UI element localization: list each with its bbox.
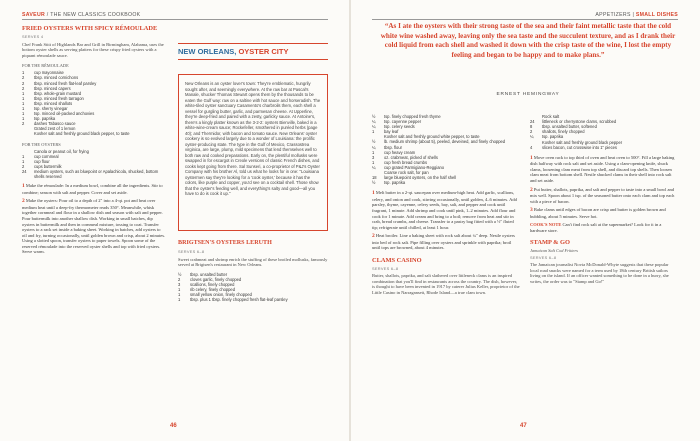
ingredient: 1 bay leaf	[372, 129, 399, 135]
ingredient: 4 slices bacon, cut crosswise into 1" pieces	[530, 144, 617, 150]
ingredient: 18 large bluepoint oysters, on the half shell	[372, 175, 457, 181]
ingredient: Grated zest of 1 lemon	[34, 126, 76, 132]
recipe-title: STAMP & GO	[530, 239, 570, 247]
ingredient: ¼ tsp. paprika	[530, 134, 564, 140]
ingredient: 1 tbsp. minced fresh tarragon	[22, 95, 84, 101]
recipe-step: 1 Move oven rack to top third of oven and heat oven to 500°. Fill a large baking dish halfway with rock salt and set aside. Using a clam-opening knife, shuck clams, loosening clam meat from top shell, and discard top shells. Then loosen clam meat from bottom shell. Nestle shucked clams in their shell into rock salt and set aside.	[530, 154, 675, 183]
ingredient: 1 tbsp. whole-grain mustard	[22, 90, 82, 96]
recipe-step: 1 Make the rémoulade: In a medium bowl, combine all the ingredients. Stir to combine; season with salt and pepper. Cover and set aside.	[22, 183, 163, 195]
recipe-title: FRIED OYSTERS WITH SPICY RÉMOULADE	[22, 25, 158, 32]
ingredients	[372, 139, 520, 170]
ingredient: Kosher salt and freshly ground white pepper, to taste	[384, 134, 480, 140]
ingredient: 1 tsp. minced oil-packed anchovies	[22, 111, 95, 117]
recipe-steps	[372, 190, 520, 250]
ingredient: Coarse rock salt, for pan	[384, 170, 429, 176]
ingredient: 2 cups buttermilk	[22, 164, 62, 170]
ingredient: 2 tbsp. minced capers	[22, 85, 71, 91]
cooks-note: COOK'S NOTE Can't find rock salt at the supermarket? Look for it in a hardware store.	[530, 222, 662, 233]
ingredient-subheading: FOR THE OYSTERS	[22, 141, 61, 147]
ingredient: 2 tbsp. minced fresh flat-leaf parsley	[22, 80, 97, 86]
hemingway-quote: “As I ate the oysters with their strong taste of the sea and their faint metallic taste that the cold white wine washed away, leaving only the sea taste and the succulent texture, and as I drank their cold liquid from each shell and washed it down with the crisp taste of the wine, I lost the empty feeling and began to be happy and to make plans.”	[380, 22, 676, 59]
left-running-header: SAVEUR / THE NEW CLASSICS COOKBOOK	[22, 12, 141, 18]
ingredient: 1 small yellow onion, finely chopped	[178, 291, 252, 297]
page-number-left: 46	[170, 423, 177, 429]
recipe-subtitle: Jamaican Salt Cod Fritters	[530, 247, 578, 253]
ingredient: 2 shallots, finely chopped	[530, 129, 585, 135]
ingredient: ¼ tsp. cayenne pepper	[372, 119, 422, 125]
ingredient: ½ tbsp. unsalted butter	[178, 271, 228, 277]
sidebar-body: New Orleans is an oyster lover's town: They're emblematic, hungrily sought after, and seemingly everywhere. At the raw bar at Pascal's Manale, shucker Thomas Stewart opens them by the thousands to be eaten the Gulf way: raw on a saltine with hot sauce and horseradish. The white-tiled oyster sanctuary Casamento's charbroils them, each shell a vessel for gurgling butter, garlic, and parmesan cheese. At Upperline, they're deep-fried and paired with a zesty, garlicky sauce. At Antoine's, there's a kingly platter known as the 3-2-2: oysters Bienville, baked in a white-wine-cream sauce; Rockefeller, smothered in puréed herbs (page 40); and Thermidor, with bacon and tomato sauce. New Orleans' oyster cookery is so evolved largely due to a wonder of Louisiana: the prolific oyster-producing state. The type in the Gulf of Mexico, Crassostrea virginica, are large, plump, mild specimens that lend themselves well to both raw and cooked preparations. Early on, the plentiful mollusks were swapped in for escargot in Creole versions of classic French dishes, and cooks kept going from there. Sal Sunseri, a co-proprietor of P&J's Oyster Company with his brother Al, told us what he looks for in one: "Louisiana oystermen say they're looking for a 'cook oyster,' because it has the colors, like purple and copper, you'd see on a cocktail shell. Those show that the oyster's feeding well, and everything's salty and good—all you have to do is cook it up."	[185, 81, 321, 196]
remoulade-ingredients	[22, 70, 166, 126]
ingredient: 1 rib celery, finely chopped	[178, 286, 235, 292]
page-number-right: 47	[520, 423, 527, 429]
quote-attribution: ERNEST HEMINGWAY	[496, 92, 560, 97]
sidebar-title: NEW ORLEANS, OYSTER CITY	[178, 43, 328, 60]
recipe-title: BRIGTSEN'S OYSTERS LERUTH	[178, 240, 272, 246]
serves: SERVES 6–8	[530, 254, 557, 260]
brigtsen-recipe	[178, 240, 328, 302]
serves: SERVES 6–8	[178, 249, 205, 255]
recipe-title: CLAMS CASINO	[372, 256, 422, 264]
recipe-intro: Sweet crabmeat and shrimp enrich the stuffing of these broiled mollusks, famously served at Brigtsen's restaurant in New Orleans.	[178, 256, 328, 268]
brigtsen-ingredients	[178, 272, 328, 303]
ingredient: Canola or peanut oil, for frying	[34, 148, 89, 154]
recipe-step: 2 Put butter, shallots, paprika, and salt and pepper to taste into a small bowl and mix well. Spoon about 1 tsp. of the seasoned butter onto each clam and top each with a piece of bacon.	[530, 186, 675, 204]
recipe-intro: Butter, shallots, paprika, and salt slathered over littleneck clams is an inspired combination that you'll find in restaurants across the country. The dish, however, is thought to have been invented in 1917 by caterer Julius Keller, proprietor of the Little Casino in Narragansett, Rhode Island—a true clam town.	[372, 273, 520, 295]
ingredient: ¼ tbsp. flour	[372, 144, 402, 150]
ingredient: ½ lb. medium shrimp (about 5), peeled, deveined, and finely chopped	[372, 139, 506, 145]
right-header-rule	[372, 19, 678, 20]
ingredient: 1 tsp. paprika	[22, 116, 56, 122]
ingredient: 1 tbsp. minced shallots	[22, 100, 73, 106]
ingredient: 1 tbsp. plus 1 tbsp. finely chopped fresh flat-leaf parsley	[178, 297, 288, 303]
fried-oysters-recipe	[22, 25, 166, 258]
serves: SERVES 4	[22, 34, 44, 40]
ingredient: ½ tsp. paprika	[372, 180, 406, 186]
ingredient: 1 cup flour	[22, 158, 50, 164]
ingredient: 1 cup mayonnaise	[22, 70, 64, 76]
left-header-rule	[22, 19, 328, 20]
ingredient-subheading: FOR THE RÉMOULADE	[22, 63, 69, 69]
ingredients	[372, 175, 520, 185]
ingredient: 3 scallions, finely chopped	[178, 281, 235, 287]
ingredient: 2 tbsp. minced cornichons	[22, 75, 79, 81]
recipe-intro: The Jamaican journalist Novia McDonald-Whyte suggests that these popular local road snacks were named for a term used by 18th century British sailors living on the island. If an officer wanted something to be done in a hurry, she writes, the order was to "Stamp and Go!"	[530, 262, 669, 284]
clams-casino-continued	[530, 114, 678, 288]
ingredient: Kosher salt and freshly ground black pepper	[542, 139, 623, 145]
gutter	[349, 0, 351, 441]
recipe-steps	[22, 183, 166, 255]
ingredients	[372, 114, 520, 134]
ingredient: 8 tbsp. unsalted butter, softened	[530, 124, 597, 130]
new-orleans-sidebar-box	[178, 74, 328, 231]
ingredient: 1 cup heavy cream	[372, 149, 416, 155]
recipe-step: 1 Melt butter in a 2-qt. saucepan over medium-high heat. Add garlic, scallions, celery, and onion and cook, stirring occasionally, until golden, 4–6 minutes. Add parsley, thyme, cayenne, celery seeds, bay, salt, and pepper and cook until fragrant, 1 minute. Add shrimp and cook until pink, 1–2 minutes. Add flour and cook for 1 minute. Add cream and bring to a boil; remove from heat and stir in crab, bread crumbs, and cheese. Transfer to a pastry bag fitted with a ½" fluted tip; refrigerate until chilled, at least 1 hour.	[372, 190, 517, 230]
ingredient: ¼ cup grated Parmigiano-Reggiano	[372, 164, 445, 170]
ingredient: 24 medium oysters, such as bluepoint or Apalachicola, shucked, bottom shells reserved	[22, 169, 159, 180]
serves: SERVES 6–8	[372, 266, 399, 272]
recipe-step: 2 Make the oysters: Pour oil to a depth of 2" into a 4-qt. pot and heat over medium heat until a deep-fry thermometer reads 350°. Meanwhile, whisk together cornmeal and flour in a shallow dish and season with salt and pepper. Pour buttermilk into another shallow dish. Working in small batches, dip oysters in buttermilk and then in cornmeal mixture, tossing to coat. Transfer oysters to a rack set inside a baking sheet. Working in batches, add oysters to oil and fry, turning occasionally, until golden brown and crisp, about 2 minutes. Using a slotted spoon, transfer oysters to paper towels. Spoon some of the reserved rémoulade into the reserved oyster shells and top with fried oysters. Serve warm.	[22, 198, 166, 255]
ingredient: 3 oz. crabmeat, picked of shells	[372, 154, 438, 160]
recipe-intro: Chef Frank Stitt of Highlands Bar and Grill in Birmingham, Alabama, uses the bottom oyster shells as serving platters for these crispy fried oysters with a piquant rémoulade sauce.	[22, 41, 164, 58]
ingredient: 1 tsp. sherry vinegar	[22, 105, 68, 111]
ingredient: 24 littleneck or cherrystone clams, scrubbed	[530, 119, 617, 125]
ingredient: ¼ tsp. celery seeds	[372, 124, 415, 130]
ingredient: 1 cup fresh bread crumbs	[372, 159, 428, 165]
clam-ingredients	[530, 119, 678, 139]
brigtsen-recipe-continued	[372, 114, 520, 299]
right-running-header: APPETIZERS | SMALL DISHES	[595, 12, 678, 18]
ingredient: 2 dashes Tabasco sauce	[22, 121, 76, 127]
ingredient: 2 cloves garlic, finely chopped	[178, 276, 242, 282]
recipe-steps	[530, 155, 678, 219]
oyster-ingredients	[22, 154, 166, 179]
recipe-step: 3 Bake clams until edges of bacon are crisp and butter is golden brown and bubbling, about 5 minutes. Serve hot.	[530, 207, 666, 219]
ingredient: Rock salt	[542, 114, 560, 119]
ingredient: ½ tsp. finely chopped fresh thyme	[372, 114, 441, 119]
recipe-step: 2 Heat broiler. Line a baking sheet with rock salt about ¼" deep. Nestle oysters into bed of rock salt. Pipe filling over oysters and sprinkle with paprika; broil until tops are browned, about 4 minutes.	[372, 233, 515, 251]
ingredient: 1 cup cornmeal	[22, 153, 59, 159]
ingredient: Kosher salt and freshly ground black pepper, to taste	[34, 131, 130, 137]
